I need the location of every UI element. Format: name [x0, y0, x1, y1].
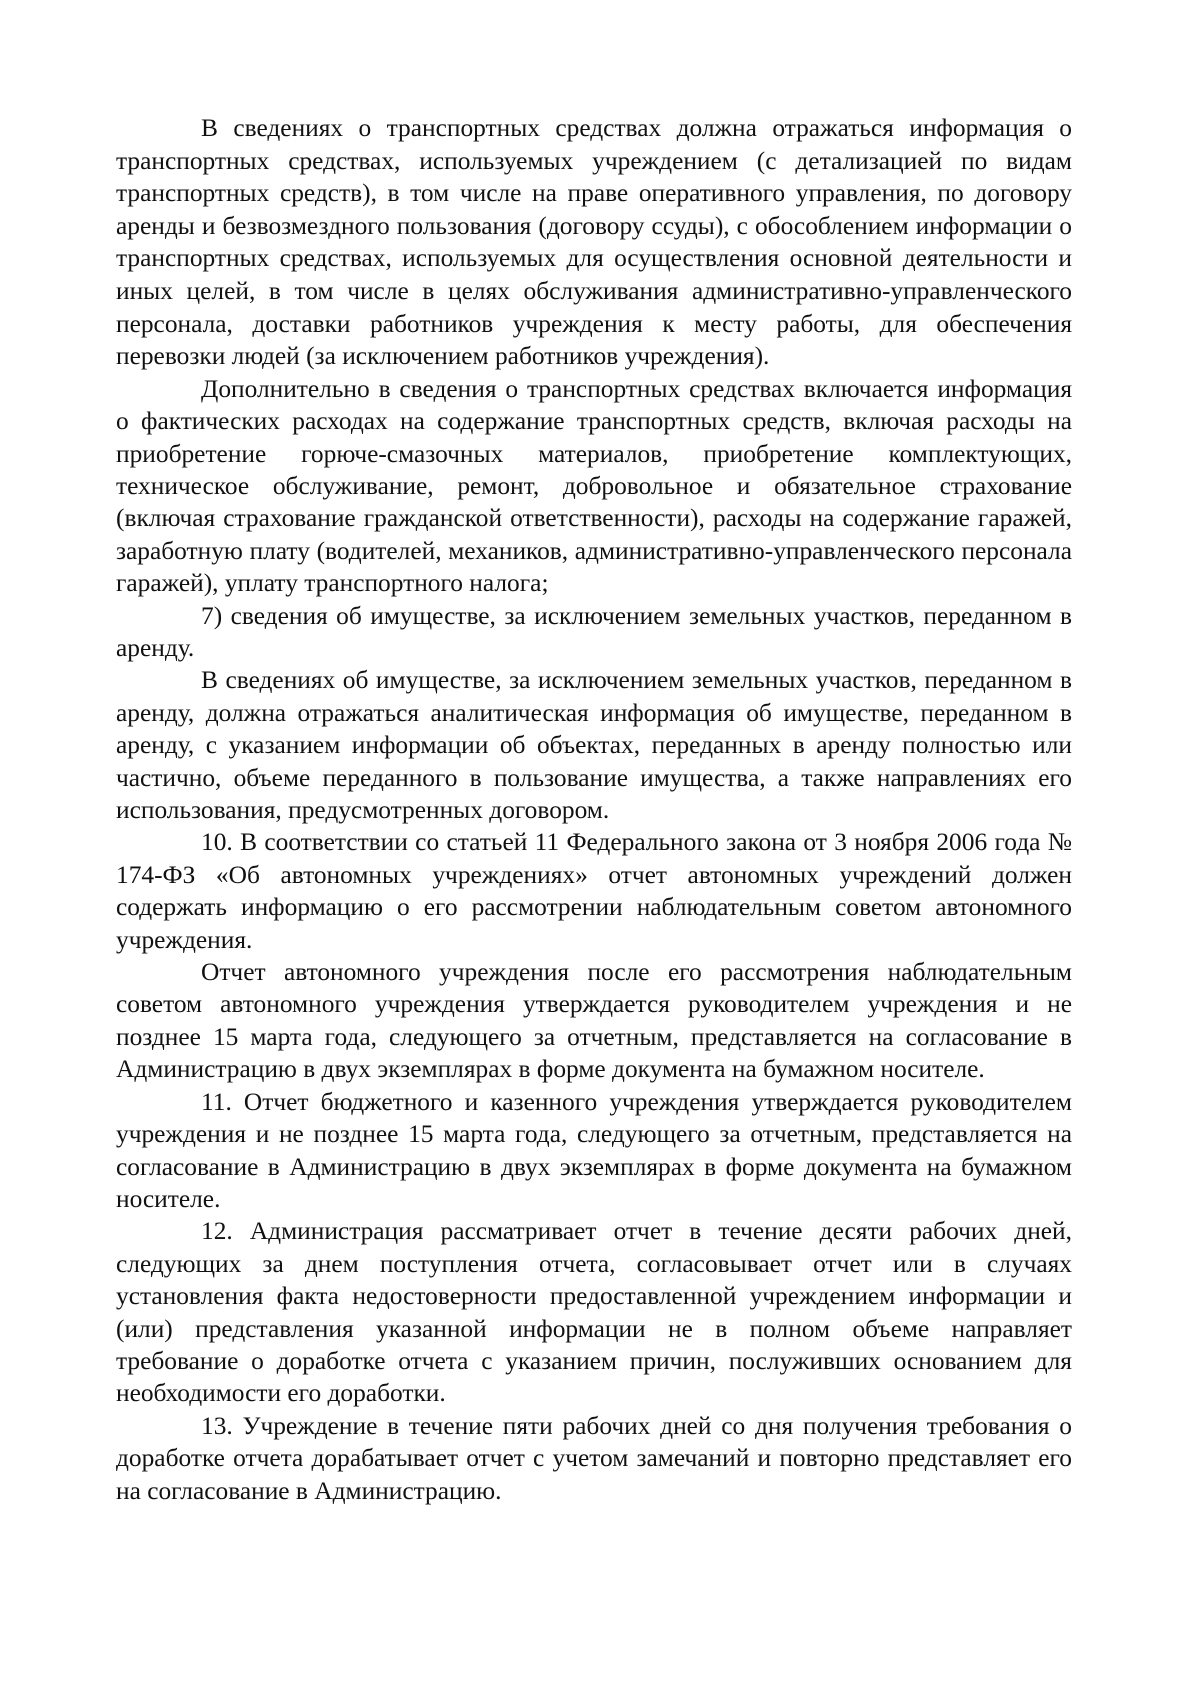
paragraph-item-13-revision: 13. Учреждение в течение пяти рабочих дней со дня получения требования о доработке отчета дорабатывает отчет с учетом замечаний и повторно представляет его на согласование в Администрацию.	[116, 1411, 1072, 1505]
document-page	[116, 112, 1072, 1507]
paragraph-leased-property-info: В сведениях об имуществе, за исключением земельных участков, переданном в аренду, должна отражаться аналитическая информация об имуществе, переданном в аренду, с указанием информации об объектах, переданных в аренду полностью или частично, объеме переданного в пользование имущества, а также направлениях его использования, предусмотренных договором.	[116, 666, 1072, 825]
paragraph-transport-info: В сведениях о транспортных средствах должна отражаться информация о транспортных средствах, используемых учреждением (с детализацией по видам транспортных средств), в том числе на праве оперативного управления, по договору аренды и безвозмездного пользования (договору ссуды), с обособлением информации о транспортных средствах, используемых для осуществления основной деятельности и иных целей, в том числе в целях обслуживания административно-управленческого персонала, доставки работников учреждения к месту работы, для обеспечения перевозки людей (за исключением работников учреждения).	[116, 114, 1072, 371]
paragraph-item-12-administration-review: 12. Администрация рассматривает отчет в течение десяти рабочих дней, следующих за днем поступления отчета, согласовывает отчет или в случаях установления факта недостоверности предоставленной учреждением информации и (или) представления указанной информации не в полном объеме направляет требование о доработке отчета с указанием причин, послуживших основанием для необходимости его доработки.	[116, 1217, 1072, 1408]
paragraph-item-7-leased-property: 7) сведения об имуществе, за исключением земельных участков, переданном в аренду.	[116, 601, 1072, 662]
paragraph-transport-expenses: Дополнительно в сведения о транспортных средствах включается информация о фактических расходах на содержание транспортных средств, включая расходы на приобретение горюче-смазочных материалов, приобретение комплектующих, техническое обслуживание, ремонт, добровольное и обязательное страхование (включая страхование гражданской ответственности), расходы на содержание гаражей, заработную плату (водителей, механиков, административно-управленческого персонала гаражей), уплату транспортного налога;	[116, 374, 1072, 598]
paragraph-item-10-autonomous-report: 10. В соответствии со статьей 11 Федерального закона от 3 ноября 2006 года № 174-ФЗ «Об автономных учреждениях» отчет автономных учреждений должен содержать информацию о его рассмотрении наблюдательным советом автономного учреждения.	[116, 828, 1072, 954]
paragraph-autonomous-report-approval: Отчет автономного учреждения после его рассмотрения наблюдательным советом автономного учреждения утверждается руководителем учреждения и не позднее 15 марта года, следующего за отчетным, представляется на согласование в Администрацию в двух экземплярах в форме документа на бумажном носителе.	[116, 958, 1072, 1084]
paragraph-item-11-budget-report: 11. Отчет бюджетного и казенного учреждения утверждается руководителем учреждения и не позднее 15 марта года, следующего за отчетным, представляется на согласование в Администрацию в двух экземплярах в форме документа на бумажном носителе.	[116, 1087, 1072, 1213]
